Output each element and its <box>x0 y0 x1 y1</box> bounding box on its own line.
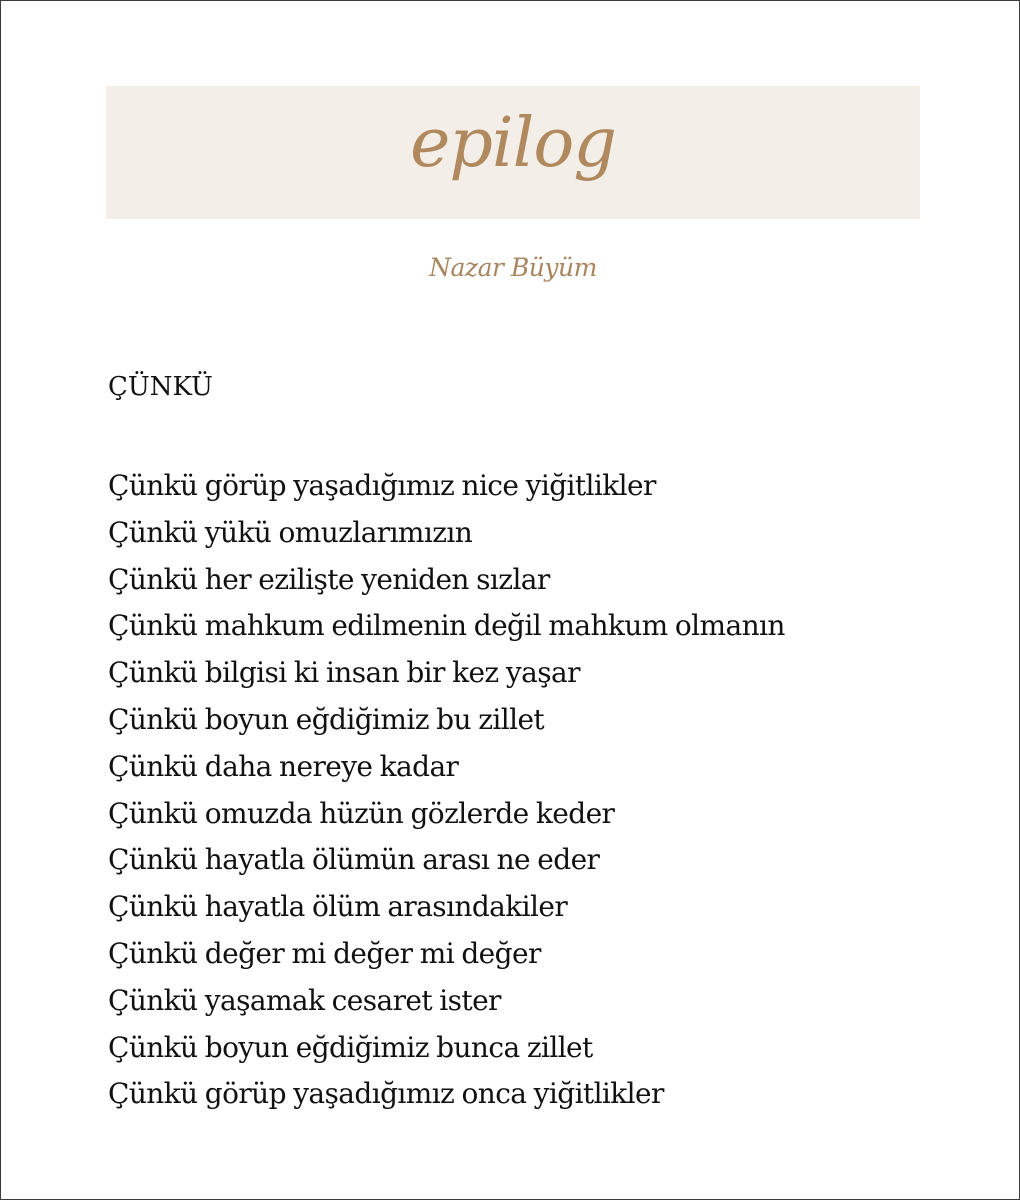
poem-line: Çünkü mahkum edilmenin değil mahkum olmanın <box>108 609 785 643</box>
poem-line: Çünkü daha nereye kadar <box>108 749 459 783</box>
poem-line: Çünkü her ezilişte yeniden sızlar <box>108 562 550 596</box>
poem-line: Çünkü değer mi değer mi değer <box>108 936 541 970</box>
poem-line: Çünkü hayatla ölüm arasındakiler <box>108 890 568 924</box>
poem-line: Çünkü boyun eğdiğimiz bunca zillet <box>108 1030 593 1064</box>
poem-body <box>108 463 785 1118</box>
poem-line: Çünkü bilgisi ki insan bir kez yaşar <box>108 656 580 690</box>
author-name: Nazar Büyüm <box>429 253 597 282</box>
poem-line: Çünkü hayatla ölümün arası ne eder <box>108 843 600 877</box>
title-banner <box>106 86 920 219</box>
poem-line: Çünkü yaşamak cesaret ister <box>108 983 501 1017</box>
poem-line: Çünkü görüp yaşadığımız nice yiğitlikler <box>108 469 656 502</box>
poem-line: Çünkü görüp yaşadığımız onca yiğitlikler <box>108 1077 664 1111</box>
poem-line: Çünkü yükü omuzlarımızın <box>108 515 473 549</box>
poem-line: Çünkü boyun eğdiğimiz bu zillet <box>108 702 545 736</box>
page-title: epilog <box>410 104 616 183</box>
poem-title: ÇÜNKÜ <box>108 372 213 402</box>
poem-line: Çünkü omuzda hüzün gözlerde keder <box>108 796 615 830</box>
